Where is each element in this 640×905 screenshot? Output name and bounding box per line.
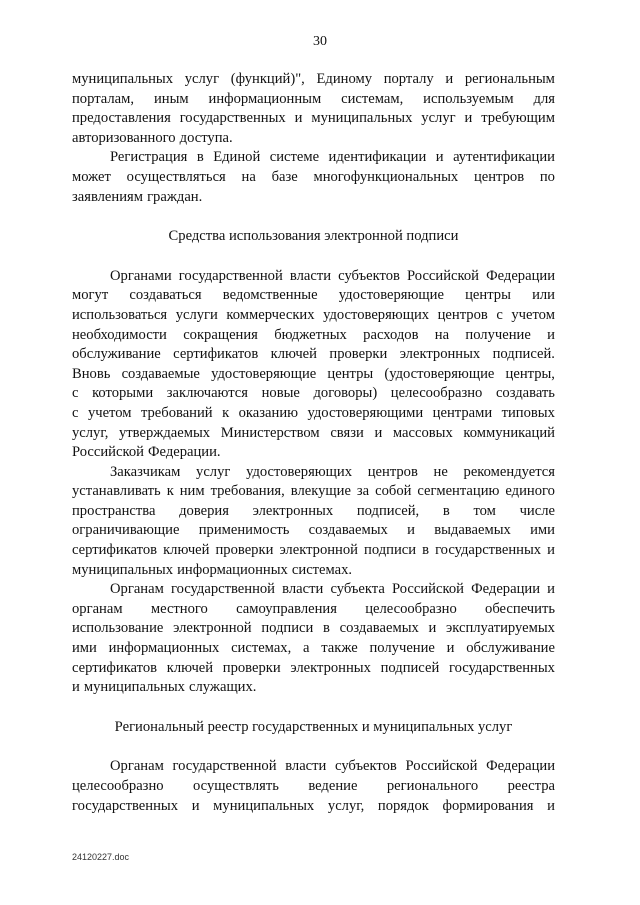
paragraph: [72, 267, 555, 463]
section-heading: Средства использования электронной подписи: [168, 228, 459, 245]
text-line: может осуществляться на базе многофункциональных центров по: [72, 168, 555, 185]
text-line: муниципальных информационных системах.: [72, 561, 353, 578]
text-line: Заказчикам услуг удостоверяющих центров не рекомендуется: [110, 463, 555, 480]
text-line: органам местного самоуправления целесообразно обеспечить: [72, 600, 555, 617]
text-line: Органами государственной власти субъектов Российской Федерации: [110, 267, 555, 284]
text-line: и муниципальных служащих.: [72, 679, 257, 696]
text-line: услуг, утверждаемых Министерством связи и массовых коммуникаций: [72, 424, 555, 441]
paragraph: [72, 580, 555, 698]
section-heading: Региональный реестр государственных и муниципальных услуг: [114, 718, 513, 735]
text-line: ограничивающие применимость создаваемых и выдаваемых ими: [72, 522, 555, 539]
paragraph: [72, 70, 555, 148]
text-line: сертификатов ключей проверки электронных подписей государственных: [72, 659, 555, 676]
paragraph: [72, 463, 555, 581]
text-line: порталам, иным информационным системам, используемым для: [72, 90, 555, 107]
text-line: использоваться услуги коммерческих удостоверяющих центров с учетом: [72, 306, 555, 323]
text-line: пространства доверия электронных подписей, в том числе: [72, 502, 555, 519]
text-line: Регистрация в Единой системе идентификации и аутентификации: [110, 149, 555, 166]
text-line: целесообразно осуществлять ведение регионального реестра: [72, 778, 555, 794]
text-line: сертификатов ключей проверки электронной подписи в государственных и: [72, 542, 555, 559]
text-line: Российской Федерации.: [72, 444, 221, 461]
text-line: Вновь создаваемые удостоверяющие центры (удостоверяющие центры,: [72, 365, 555, 382]
paragraph: [72, 148, 555, 207]
text-line: Органам государственной власти субъекта Российской Федерации и: [110, 581, 555, 598]
text-line: заявлениям граждан.: [72, 188, 203, 205]
text-line: ими информационных системах, а также получение и обслуживание: [72, 640, 555, 657]
text-line: Органам государственной власти субъектов Российской Федерации: [110, 758, 555, 775]
text-line: с которыми заключаются новые договоры) целесообразно создавать: [72, 385, 555, 402]
text-line: устанавливать к ним требования, влекущие за собой сегментацию единого: [72, 483, 555, 500]
paragraph: [72, 757, 555, 816]
text-line: государственных и муниципальных услуг, порядок формирования и: [72, 797, 555, 814]
text-line: могут создаваться ведомственные удостоверяющие центры или: [72, 287, 555, 304]
text-line: муниципальных услуг (функций)", Единому порталу и региональным: [72, 71, 555, 87]
page-number: 30: [313, 34, 327, 49]
document-body: [72, 70, 555, 816]
text-line: обслуживание сертификатов ключей проверки электронных подписей.: [72, 346, 555, 363]
text-line: использование электронной подписи в создаваемых и эксплуатируемых: [72, 620, 555, 637]
text-line: предоставления государственных и муниципальных услуг и требующим: [72, 110, 555, 127]
text-line: с учетом требований к оказанию удостоверяющими центрами типовых: [72, 404, 555, 421]
text-line: авторизованного доступа.: [72, 129, 233, 146]
text-line: необходимости сокращения бюджетных расходов на получение и: [72, 326, 555, 343]
file-name-footer: 24120227.doc: [72, 852, 130, 862]
